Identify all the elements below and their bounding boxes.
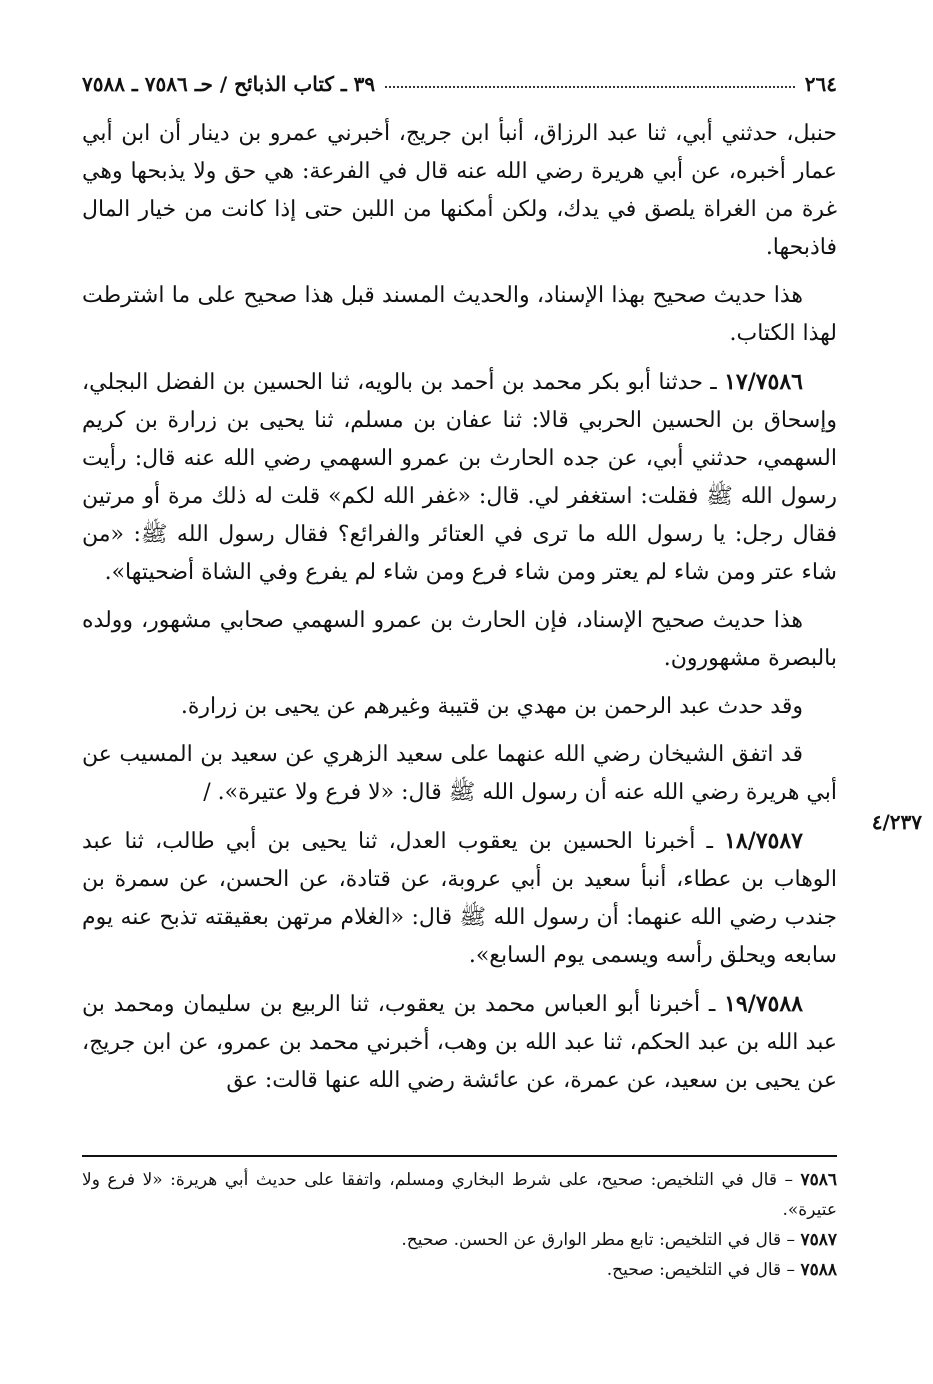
hadith-number: ١٧/٧٥٨٦	[724, 369, 803, 395]
paragraph-commentary: هذا حديث صحيح الإسناد، فإن الحارث بن عمرو السهمي صحابي مشهور، وولده بالبصرة مشهورون.	[82, 608, 837, 671]
page-number: ٢٦٤	[804, 72, 837, 96]
footnote-text: – قال في التلخيص: صحيح، على شرط البخاري ومسلم، واتفقا على حديث أبي هريرة: «لا فرع ولا عتيرة».	[82, 1170, 837, 1220]
footnote-number: ٧٥٨٨	[800, 1260, 837, 1280]
paragraph-commentary: قد اتفق الشيخان رضي الله عنهما على سعيد الزهري عن سعيد بن المسيب عن أبي هريرة رضي الله عنه أن رسول الله ﷺ قال: «لا فرع ولا عتيرة». /	[82, 742, 837, 805]
footnote-text: – قال في التلخيص: صحيح.	[606, 1260, 796, 1280]
chapter-title: ٣٩ ـ كتاب الذبائح / حـ ٧٥٨٦ ـ ٧٥٨٨	[82, 72, 376, 96]
paragraph-continuation: حنبل، حدثني أبي، ثنا عبد الرزاق، أنبأ ابن جريج، أخبرني عمرو بن دينار أن ابن أبي عمار أخبره، عن أبي هريرة رضي الله عنه قال في الفرعة: هي حق ولا يذبحها وهي غرة من الغراة يلصق في يدك، ولكن أمكنها من اللبن حتى إذا كانت من خيار المال فاذبحها.	[82, 121, 838, 260]
footnotes	[82, 1165, 837, 1285]
footnote	[82, 1255, 837, 1285]
main-text	[82, 115, 837, 1110]
paragraph-commentary: هذا حديث صحيح بهذا الإسناد، والحديث المسند قبل هذا صحيح على ما اشترطت لهذا الكتاب.	[82, 283, 837, 346]
hadith-7586	[82, 363, 837, 592]
margin-reference: ٤/٢٣٧	[871, 810, 922, 834]
footnote-text: – قال في التلخيص: تابع مطر الوارق عن الحسن. صحيح.	[401, 1230, 796, 1250]
footnote-divider	[82, 1155, 837, 1157]
hadith-number: ١٨/٧٥٨٧	[724, 828, 803, 854]
hadith-text: ـ أخبرنا الحسين بن يعقوب العدل، ثنا يحيى بن أبي طالب، ثنا عبد الوهاب بن عطاء، أنبأ سعيد بن أبي عروبة، عن قتادة، عن الحسن، عن سمرة بن جندب رضي الله عنهما: أن رسول الله ﷺ قال: «الغلام مرتهن بعقيقته تذبح عنه يوم سابعه ويحلق رأسه ويسمى يوم السابع».	[82, 829, 837, 968]
hadith-text: ـ حدثنا أبو بكر محمد بن أحمد بن بالويه، ثنا الحسين بن الفضل البجلي، وإسحاق بن الحسين الحربي قالا: ثنا عفان بن مسلم، ثنا يحيى بن زرارة بن كريم السهمي، حدثني أبي، عن جده الحارث بن عمرو السهمي رضي الله عنه قال: رأيت رسول الله ﷺ فقلت: استغفر لي. قال: «غفر الله لكم» قلت له ذلك مرة أو مرتين فقال رجل: يا رسول الله ما ترى في العتائر والفرائع؟ فقال رسول الله ﷺ: «من شاء عتر ومن شاء لم يعتر ومن شاء فرع ومن شاء لم يفرع وفي الشاة أضحيتها».	[82, 370, 837, 585]
hadith-text: ـ أخبرنا أبو العباس محمد بن يعقوب، ثنا الربيع بن سليمان ومحمد بن عبد الله بن عبد الحكم، ثنا عبد الله بن وهب، أخبرني محمد بن عمرو، عن ابن جريج، عن يحيى بن سعيد، عن عمرة، عن عائشة رضي الله عنها قالت: عق	[82, 992, 837, 1093]
hadith-7588	[82, 985, 837, 1100]
footnote	[82, 1225, 837, 1255]
footnote	[82, 1165, 837, 1225]
footnote-number: ٧٥٨٦	[800, 1170, 837, 1190]
running-header	[82, 62, 837, 96]
paragraph-commentary: وقد حدث عبد الرحمن بن مهدي بن قتيبة وغيرهم عن يحيى بن زرارة.	[180, 694, 803, 719]
hadith-number: ١٩/٧٥٨٨	[724, 991, 803, 1017]
footnote-number: ٧٥٨٧	[800, 1230, 837, 1250]
header-dotted-leader	[385, 86, 795, 88]
hadith-7587	[82, 822, 837, 975]
